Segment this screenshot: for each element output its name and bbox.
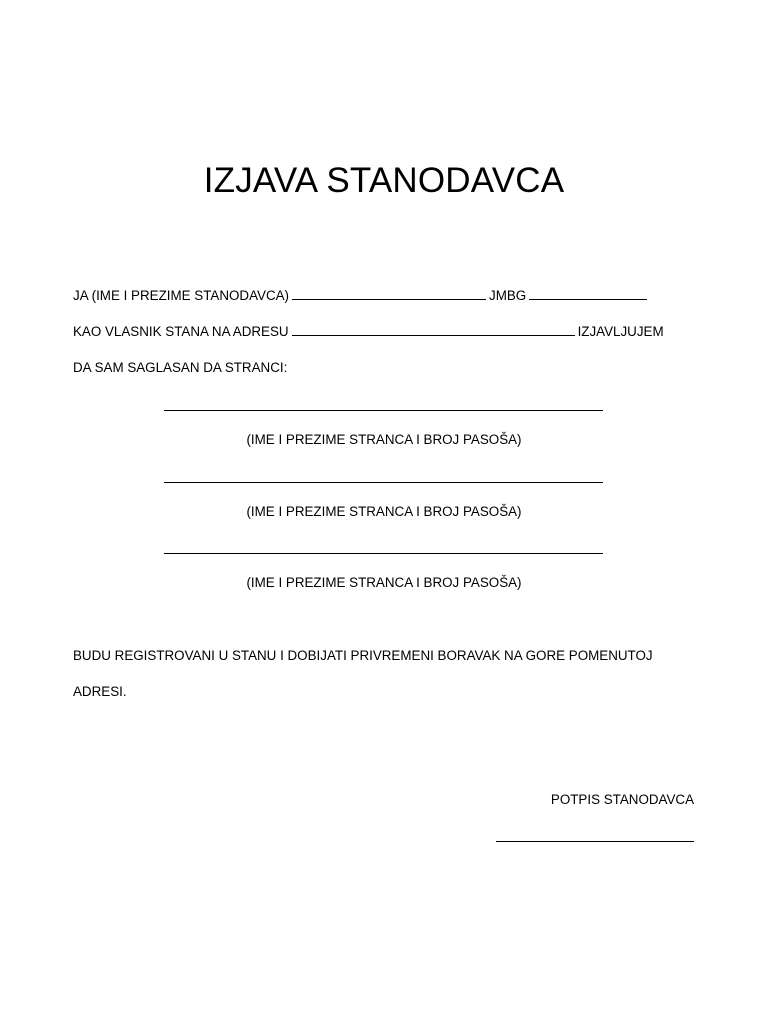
- jmbg-blank[interactable]: [529, 287, 647, 300]
- declare-label: IZJAVLJUJEM: [577, 324, 664, 339]
- address-blank[interactable]: [292, 323, 575, 336]
- address-line: [73, 323, 664, 341]
- consent-line: DA SAM SAGLASAN DA STRANCI:: [73, 360, 288, 375]
- landlord-name-blank[interactable]: [292, 287, 486, 300]
- closing-line-1: BUDU REGISTROVANI U STANU I DOBIJATI PRIVREMENI BORAVAK NA GORE POMENUTOJ: [73, 648, 653, 663]
- foreigner-2-blank[interactable]: [164, 482, 603, 483]
- signature-label: POTPIS STANODAVCA: [550, 792, 694, 807]
- document-title: IZJAVA STANODAVCA: [203, 161, 565, 200]
- foreigner-2-caption: (IME I PREZIME STRANCA I BROJ PASOŠA): [246, 504, 522, 519]
- landlord-name-line: [73, 287, 650, 305]
- foreigner-3-blank[interactable]: [164, 553, 603, 554]
- closing-line-2: ADRESI.: [73, 684, 127, 699]
- signature-blank[interactable]: [496, 841, 694, 842]
- address-label: KAO VLASNIK STANA NA ADRESU: [73, 324, 289, 339]
- landlord-name-label: JA (IME I PREZIME STANODAVCA): [73, 288, 290, 303]
- foreigner-1-blank[interactable]: [164, 410, 603, 411]
- foreigner-1-caption: (IME I PREZIME STRANCA I BROJ PASOŠA): [246, 432, 522, 447]
- foreigner-3-caption: (IME I PREZIME STRANCA I BROJ PASOŠA): [246, 575, 522, 590]
- jmbg-label: JMBG: [489, 288, 527, 303]
